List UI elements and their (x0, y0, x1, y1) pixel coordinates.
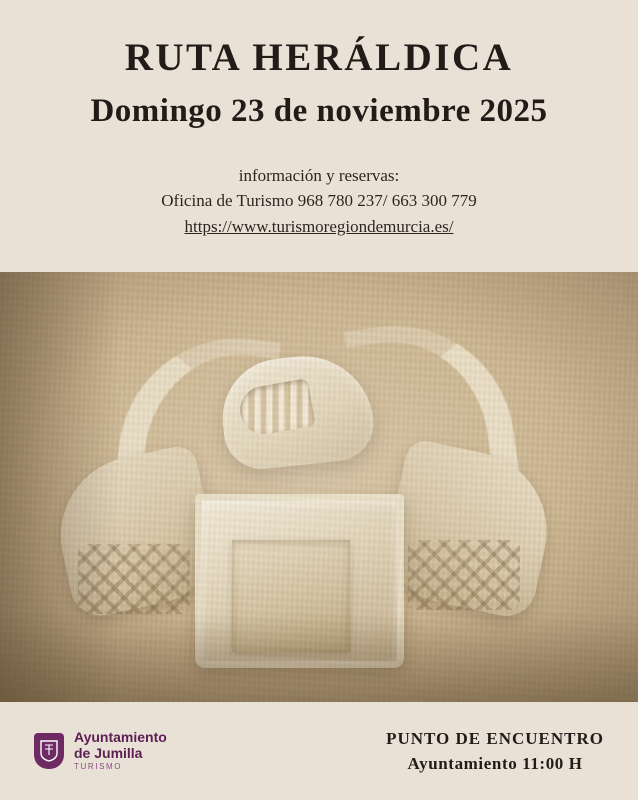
info-phones: Oficina de Turismo 968 780 237/ 663 300 779 (161, 190, 477, 210)
ayuntamiento-logo (34, 730, 167, 772)
meeting-point-block (386, 729, 604, 774)
brand-line-3: TURISMO (74, 762, 123, 772)
info-block (30, 164, 608, 240)
page-title: RUTA HERÁLDICA (124, 36, 514, 79)
photo-bottom-shadow (0, 612, 638, 702)
event-date: Domingo 23 de noviembre 2025 (90, 92, 548, 129)
meeting-point-heading: PUNTO DE ENCUENTRO (386, 728, 604, 748)
tourism-website-link[interactable]: https://www.turismoregiondemurcia.es/ (184, 217, 454, 237)
coat-of-arms-icon (34, 733, 64, 769)
brand-text (74, 730, 167, 772)
brand-line-2: de Jumilla (74, 744, 143, 761)
info-heading: información y reservas: (238, 165, 400, 185)
poster-footer (0, 702, 638, 800)
poster-header (0, 0, 638, 272)
heraldic-crest-photo (0, 272, 638, 702)
meeting-point-detail: Ayuntamiento 11:00 H (407, 753, 583, 773)
brand-line-1: Ayuntamiento (74, 728, 167, 745)
